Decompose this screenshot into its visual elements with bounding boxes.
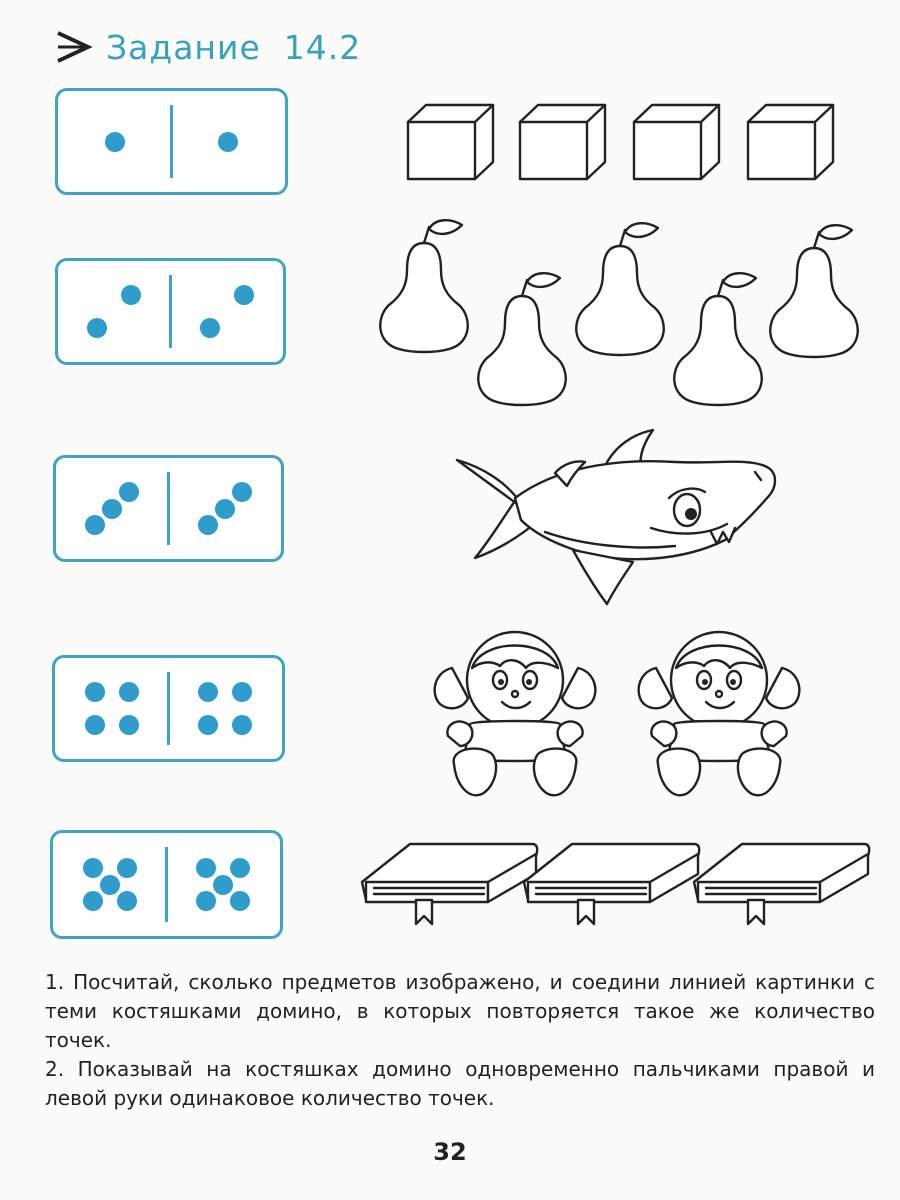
domino-5-right-pip — [213, 875, 233, 895]
domino-5-left-pip — [83, 891, 103, 911]
cube-4[interactable] — [746, 102, 836, 182]
domino-4-left-pip — [85, 682, 105, 702]
book-1[interactable] — [360, 842, 540, 928]
book-3[interactable] — [692, 842, 872, 928]
domino-4-left-pip — [119, 715, 139, 735]
domino-3-right-pip — [198, 515, 218, 535]
domino-4-right-pip — [232, 715, 252, 735]
domino-1[interactable] — [55, 88, 288, 195]
shark[interactable] — [455, 428, 785, 606]
domino-4[interactable] — [52, 655, 285, 762]
domino-3-left-pip — [119, 482, 139, 502]
domino-5[interactable] — [50, 830, 283, 939]
domino-1-left-pip — [105, 132, 125, 152]
book-2[interactable] — [522, 842, 702, 928]
doll-1[interactable] — [430, 628, 600, 803]
task-header — [50, 22, 361, 72]
page-number: 32 — [433, 1138, 467, 1166]
domino-3-left-pip — [102, 499, 122, 519]
domino-2-right-pip — [200, 318, 220, 338]
domino-2[interactable] — [55, 258, 286, 365]
domino-2-left-pip — [87, 318, 107, 338]
domino-3-right-pip — [215, 499, 235, 519]
domino-3[interactable] — [53, 455, 284, 562]
domino-4-left-pip — [85, 715, 105, 735]
task-number: 14.2 — [283, 27, 362, 67]
domino-5-right-pip — [196, 891, 216, 911]
domino-5-left-pip — [117, 891, 137, 911]
domino-2-right-pip — [234, 285, 254, 305]
domino-4-left-pip — [119, 682, 139, 702]
cube-2[interactable] — [518, 102, 608, 182]
arrow-right-icon — [50, 27, 96, 67]
doll-2[interactable] — [634, 628, 804, 803]
cube-1[interactable] — [406, 102, 496, 182]
domino-4-right-pip — [232, 682, 252, 702]
domino-5-left-pip — [83, 858, 103, 878]
domino-4-right-pip — [198, 715, 218, 735]
domino-5-right-pip — [230, 891, 250, 911]
task-title — [106, 28, 361, 67]
instruction-1: 1. Посчитай, сколько предметов изображено, и соедини линией картинки с теми костяшками домино, в которых повторяется такое же количество точек. — [45, 970, 875, 1052]
instruction-2: 2. Показывай на костяшках домино одновременно пальчиками правой и левой руки одинаковое количество точек. — [45, 1057, 875, 1110]
task-title-label: Задание — [106, 27, 261, 67]
domino-3-left-pip — [85, 515, 105, 535]
domino-1-right-pip — [218, 132, 238, 152]
pear-5[interactable] — [764, 220, 864, 360]
domino-5-left-pip — [117, 858, 137, 878]
pear-3[interactable] — [570, 218, 670, 358]
domino-5-right-pip — [196, 858, 216, 878]
pear-1[interactable] — [374, 215, 474, 355]
domino-5-left-pip — [100, 875, 120, 895]
pear-2[interactable] — [472, 268, 572, 408]
domino-2-left-pip — [121, 285, 141, 305]
domino-3-right-pip — [232, 482, 252, 502]
domino-5-right-pip — [230, 858, 250, 878]
pear-4[interactable] — [668, 268, 768, 408]
instructions — [45, 968, 875, 1113]
cube-3[interactable] — [632, 102, 722, 182]
domino-4-right-pip — [198, 682, 218, 702]
